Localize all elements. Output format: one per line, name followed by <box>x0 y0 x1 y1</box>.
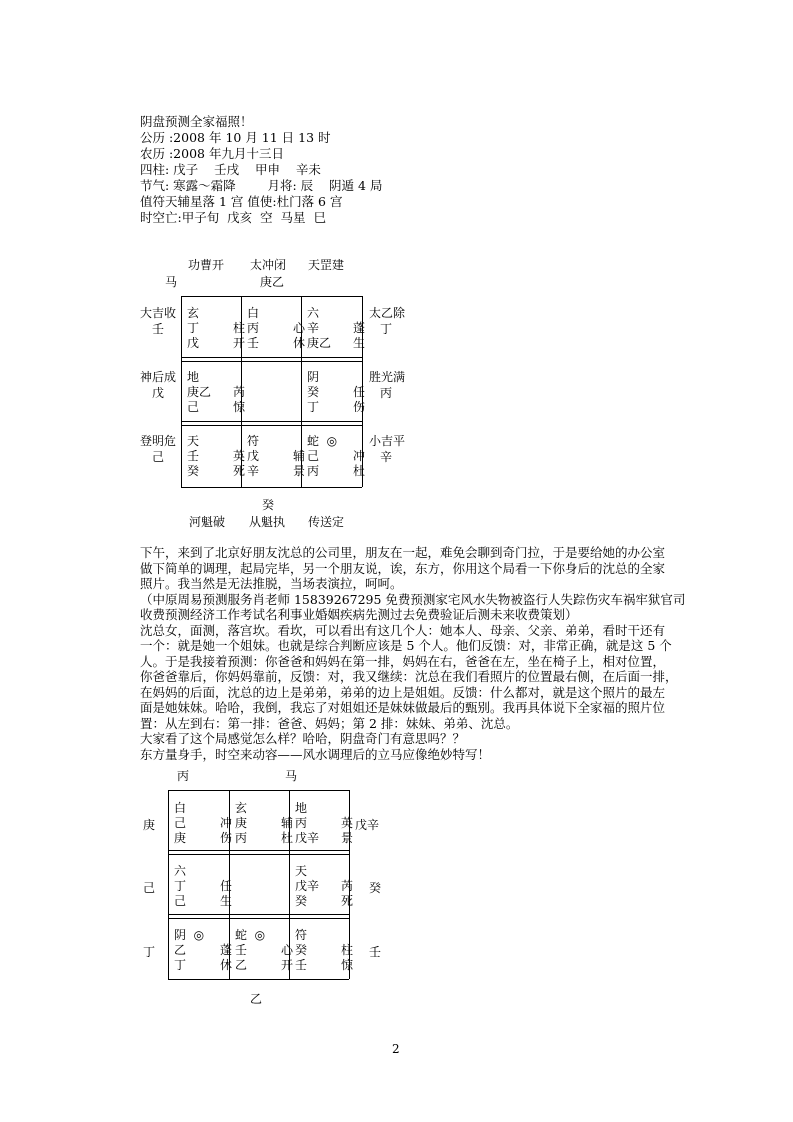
c1-left-gan-2: 戊 <box>152 386 165 400</box>
body-line: 人。于是我接着预测：你爸爸和妈妈在第一排，妈妈在右，爸爸在左，坐在椅子上，相对位置， <box>140 653 666 669</box>
c1-right-name-1: 太乙除 <box>369 306 406 320</box>
c2-cell-3: 地 丙 英 戊辛 景 <box>295 801 353 845</box>
body-line: 沈总女，面测，落宫坎。看坎，可以看出有这几个人：她本人、母亲、父亲、弟弟，看时干还有 <box>140 622 666 638</box>
body-line: 做下简单的调理，起局完毕，另一个朋友说，诶，东方，你用这个局看一下你身后的沈总的全家 <box>140 560 666 576</box>
body-line: 照片。我当然是无法推脱，当场表演拉，呵呵。 <box>140 576 403 591</box>
c1-grid-sep-2 <box>181 421 362 426</box>
lunar-date: 农历 :2008 年九月十三日 <box>140 146 284 161</box>
c1-left-gan-3: 己 <box>152 450 165 464</box>
c1-left-name-3: 登明危 <box>140 434 177 448</box>
c1-bottom-name-1: 河魁破 <box>189 515 226 529</box>
body-line: 大家看了这个局感觉怎么样？哈哈，阴盘奇门有意思吗？？ <box>140 731 466 746</box>
c2-bottom-gan: 乙 <box>250 992 263 1006</box>
c1-left-gan-1: 壬 <box>152 322 165 336</box>
c2-grid-sep-2 <box>168 914 349 919</box>
c1-top-gan: 庚乙 <box>260 275 285 289</box>
c2-right-gan-1: 戊辛 <box>355 818 380 832</box>
c2-top-gan: 丙 <box>177 769 190 783</box>
page-number: 2 <box>392 1042 400 1056</box>
c1-bottom-name-2: 从魁执 <box>249 515 286 529</box>
c1-top-name-2: 太冲闭 <box>250 258 287 272</box>
body-line: （中原周易预测服务肖老师 15839267295 免费预测家宅风水失物被盗行人失踪伤灾车祸牢狱官司 <box>140 591 686 607</box>
solar-term: 节气: 寒露～霜降 月将: 辰 阴遁 4 局 <box>140 178 383 193</box>
zhifu-line: 值符天辅星落 1 宫 值使:杜门落 6 宫 <box>140 194 343 209</box>
c1-right-name-3: 小吉平 <box>369 434 406 448</box>
c1-cell-9: 蛇 ◎ 己 冲 丙 杜 <box>307 434 365 478</box>
c2-grid-left <box>168 790 169 979</box>
c1-cell-3: 六 辛 蓬 庚乙 生 <box>307 306 365 350</box>
c1-bottom-name-3: 传送定 <box>308 515 345 529</box>
c1-cell-4: 地 庚乙 芮 己 惊 <box>187 370 245 414</box>
body-line: 东方量身手，时空来动容——风水调理后的立马应像绝妙特写！ <box>140 746 491 762</box>
body-line: 下午，来到了北京好朋友沈总的公司里，朋友在一起，难免会聊到奇门拉，于是要给她的办公室 <box>140 545 666 560</box>
c1-left-name-2: 神后成 <box>140 370 177 384</box>
c1-right-gan-1: 丁 <box>380 322 393 336</box>
body-text <box>140 545 686 762</box>
c1-cell-6: 阴 癸 任 丁 伤 <box>307 370 365 414</box>
c2-top-ma: 马 <box>285 769 298 783</box>
c2-cell-9: 符 癸 柱 壬 惊 <box>295 928 353 972</box>
c1-right-gan-2: 丙 <box>380 386 393 400</box>
c1-top-name-3: 天罡建 <box>308 258 345 272</box>
c1-bottom-gan: 癸 <box>262 498 275 512</box>
c2-cell-7: 阴 ◎ 乙 蓬 丁 休 <box>174 928 232 972</box>
c2-left-gan-3: 丁 <box>143 945 156 959</box>
c1-top-ma: 马 <box>165 275 178 289</box>
c2-cell-4: 六 丁 任 己 生 <box>174 864 232 908</box>
c1-right-name-2: 胜光满 <box>369 370 406 384</box>
c1-cell-1: 玄 丁 柱 戊 开 <box>187 306 245 350</box>
c2-grid-top <box>168 790 349 791</box>
c2-grid-bottom <box>168 979 349 980</box>
c2-cell-8: 蛇 ◎ 壬 心 乙 开 <box>235 928 293 972</box>
c2-grid-sep-1 <box>168 850 349 855</box>
body-line: 你爸爸靠后，你妈妈靠前，反馈：对，我又继续：沈总在我们看照片的位置最右侧，在后面一排， <box>140 669 678 684</box>
c1-grid-sep-1 <box>181 357 362 362</box>
body-line: 一个：就是她一个姐妹。也就是综合判断应该是 5 个人。他们反馈：对，非常正确，就是这 5 个 <box>140 638 672 653</box>
body-line: 收费预测经济工作考试名利事业婚姻疾病先测过去免费验证后测未来收费策划） <box>140 607 578 622</box>
c2-cell-2: 玄 庚 辅 丙 杜 <box>235 801 293 845</box>
body-line: 面是她妹妹。哈哈，我倒，我忘了对姐姐还是妹妹做最后的甄别。我再具体说下全家福的照片位 <box>140 700 666 715</box>
c2-left-gan-2: 己 <box>143 881 156 895</box>
c2-left-gan-1: 庚 <box>143 818 156 832</box>
c1-grid-bottom <box>181 487 362 488</box>
c1-left-name-1: 大吉收 <box>140 306 177 320</box>
four-pillars: 四柱: 戊子 壬戌 甲申 辛未 <box>140 162 321 177</box>
body-line: 在妈妈的后面，沈总的边上是弟弟，弟弟的边上是姐姐。反馈：什么都对，就是这个照片的最左 <box>140 684 666 700</box>
c1-cell-8: 符 戊 辅 辛 景 <box>247 434 305 478</box>
c1-top-name-1: 功曹开 <box>188 258 225 272</box>
body-line: 置：从左到右：第一排：爸爸、妈妈；第 2 排：妹妹、弟弟、沈总。 <box>140 715 519 731</box>
c1-cell-2: 白 丙 心 壬 休 <box>247 306 305 350</box>
c1-grid-left <box>181 296 182 487</box>
kongwang-line: 时空亡:甲子旬 戊亥 空 马星 巳 <box>140 210 326 225</box>
solar-date: 公历 :2008 年 10 月 11 日 13 时 <box>140 130 331 145</box>
c2-right-gan-3: 壬 <box>369 945 382 959</box>
c2-right-gan-2: 癸 <box>369 881 382 895</box>
doc-title: 阴盘预测全家福照！ <box>140 114 253 129</box>
c1-cell-7: 天 壬 英 癸 死 <box>187 434 245 478</box>
c1-grid-top <box>181 296 362 297</box>
c2-cell-1: 白 己 冲 庚 伤 <box>174 801 232 845</box>
c1-right-gan-3: 辛 <box>380 450 393 464</box>
c2-cell-6: 天 戊辛 芮 癸 死 <box>295 864 353 908</box>
